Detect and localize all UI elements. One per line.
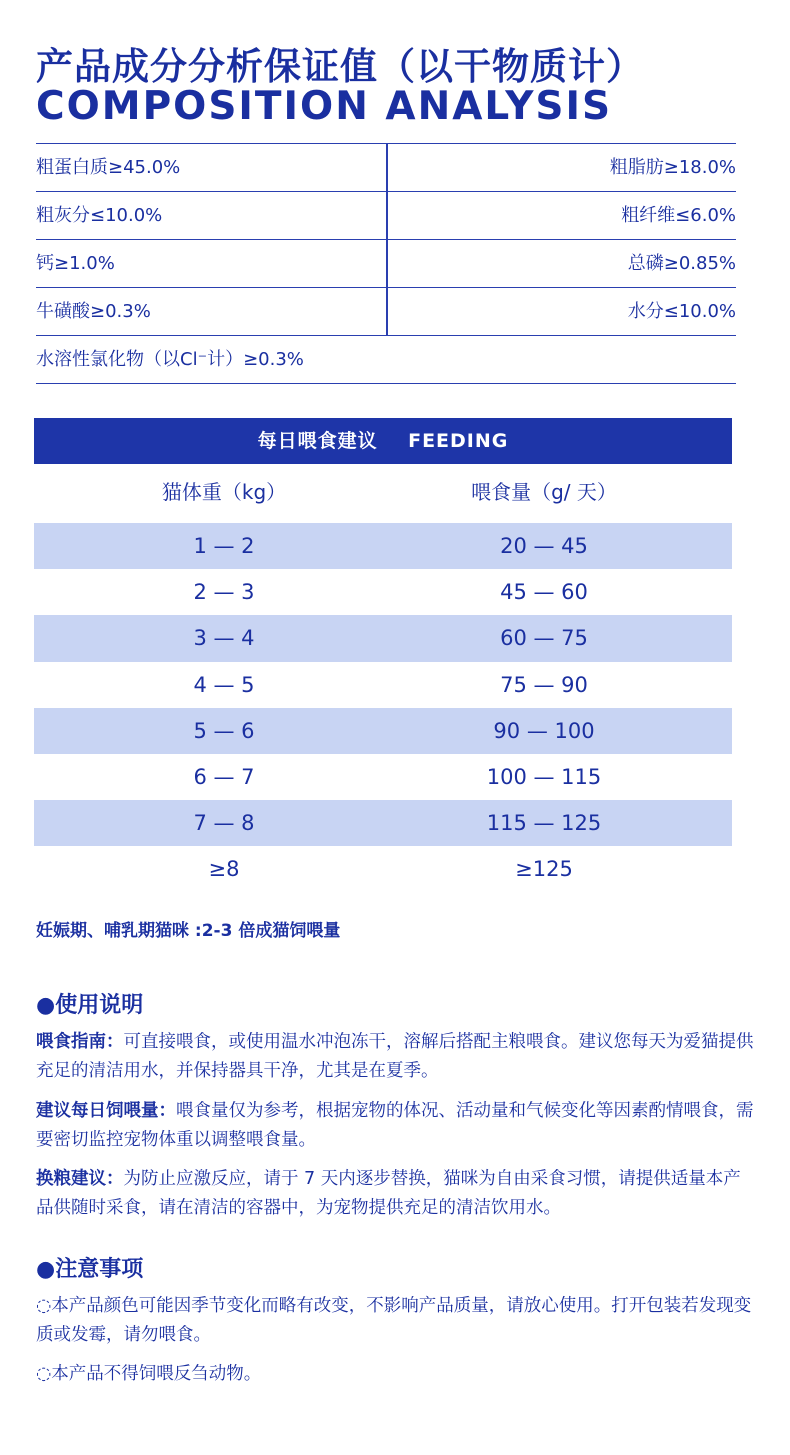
usage-text: 喂食量仅为参考，根据宠物的体况、活动量和气候变化等因素酌情喂食，需要密切监控宠物体重以调整喂食量。	[36, 1101, 754, 1150]
weight-column-header: 猫体重（kg）	[161, 480, 287, 504]
composition-right-cell: 总磷≥0.85%	[627, 253, 736, 274]
usage-text: 为防止应激反应，请于 7 天内逐步替换，猫咪为自由采食习惯，请提供适量本产品供随时采食，请在清洁的容器中，为宠物提供充足的清洁饮用水。	[36, 1169, 741, 1218]
amount-cell: 20 — 45	[500, 534, 588, 558]
table-row	[34, 800, 732, 846]
composition-row	[36, 287, 736, 335]
composition-right-cell: 粗脂肪≥18.0%	[609, 157, 736, 178]
divider	[386, 192, 388, 239]
feeding-table	[34, 523, 732, 893]
divider	[386, 240, 388, 287]
page-title-en: COMPOSITION ANALYSIS	[36, 84, 613, 129]
divider	[386, 288, 388, 335]
composition-row	[36, 239, 736, 287]
table-row	[34, 569, 732, 615]
composition-row	[36, 191, 736, 239]
notice-section-title: ●注意事项	[36, 1257, 144, 1282]
usage-paragraph-feeding-guide	[36, 1028, 756, 1086]
amount-cell: 100 — 115	[486, 764, 602, 789]
amount-cell: 60 — 75	[500, 626, 588, 651]
usage-text: 可直接喂食，或使用温水冲泡冻干，溶解后搭配主粮喂食。建议您每天为爱猫提供充足的清洁用水，并保持器具干净，尤其是在夏季。	[36, 1032, 754, 1081]
amount-cell: ≥125	[515, 857, 573, 882]
feeding-column-headers	[34, 476, 732, 516]
amount-cell: 115 — 125	[486, 811, 602, 836]
composition-right-cell: 水分≤10.0%	[627, 301, 736, 322]
composition-table	[36, 143, 736, 384]
composition-left-cell: 牛磺酸≥0.3%	[36, 301, 151, 322]
composition-left-cell: 粗蛋白质≥45.0%	[36, 157, 181, 178]
usage-label: 建议每日饲喂量：	[36, 1101, 176, 1121]
composition-right-cell: 粗纤维≤6.0%	[621, 205, 736, 226]
table-row	[34, 523, 732, 569]
notice-item: ◌本产品不得饲喂反刍动物。	[36, 1364, 262, 1384]
composition-left-cell: 钙≥1.0%	[36, 253, 115, 274]
composition-left-cell: 粗灰分≤10.0%	[36, 205, 163, 226]
amount-cell: 45 — 60	[500, 580, 588, 605]
table-row	[34, 662, 732, 708]
feeding-title-en: FEEDING	[408, 430, 509, 452]
weight-cell: 4 — 5	[193, 672, 255, 697]
weight-cell: 2 — 3	[193, 580, 255, 605]
weight-cell: 6 — 7	[193, 764, 255, 789]
composition-row	[36, 335, 736, 384]
amount-column-header: 喂食量（g/ 天）	[471, 480, 617, 504]
usage-paragraph-food-switch	[36, 1165, 756, 1223]
amount-cell: 75 — 90	[500, 672, 588, 697]
pregnancy-feeding-note: 妊娠期、哺乳期猫咪 :2-3 倍成猫饲喂量	[36, 921, 341, 941]
table-row	[34, 846, 732, 892]
usage-label: 喂食指南：	[36, 1032, 124, 1052]
table-row	[34, 615, 732, 661]
weight-cell: 3 — 4	[193, 626, 255, 651]
feeding-title-cn: 每日喂食建议	[257, 430, 378, 452]
table-row	[34, 754, 732, 800]
usage-label: 换粮建议：	[36, 1169, 124, 1189]
weight-cell: 7 — 8	[193, 811, 255, 836]
composition-left-cell: 水溶性氯化物（以Cl⁻计）≥0.3%	[36, 349, 304, 370]
divider	[386, 144, 388, 191]
amount-cell: 90 — 100	[493, 718, 595, 743]
weight-cell: 1 — 2	[193, 534, 255, 558]
composition-row	[36, 143, 736, 191]
table-row	[34, 708, 732, 754]
page-title-cn: 产品成分分析保证值（以干物质计）	[36, 45, 644, 88]
feeding-header-bar	[34, 418, 732, 464]
weight-cell: 5 — 6	[193, 718, 255, 743]
notice-item: ◌本产品颜色可能因季节变化而略有改变，不影响产品质量，请放心使用。打开包装若发现变质或发霉，请勿喂食。	[36, 1296, 752, 1345]
usage-section-title: ●使用说明	[36, 993, 144, 1018]
weight-cell: ≥8	[208, 857, 240, 882]
usage-paragraph-daily-amount	[36, 1097, 756, 1155]
